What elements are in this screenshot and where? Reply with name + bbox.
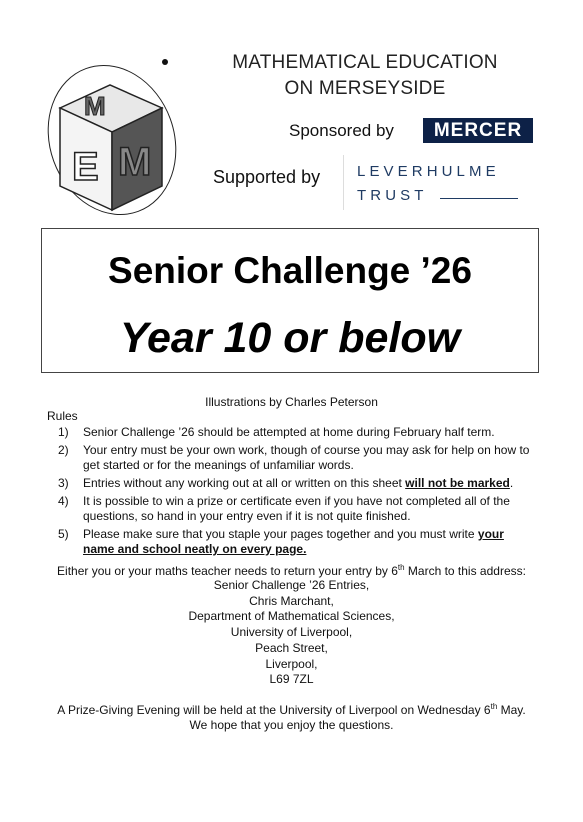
leverhulme-underline	[440, 198, 518, 199]
supported-label: Supported by	[213, 167, 321, 187]
address-line: Chris Marchant,	[249, 593, 334, 608]
rule-text: Please make sure that you staple your pages together and you must write	[83, 527, 478, 541]
address-line: Liverpool,	[265, 656, 318, 671]
rule-emphasis: your name and school neatly on every page.	[83, 527, 504, 556]
logo-divider	[343, 155, 344, 210]
address-line: Department of Mathematical Sciences,	[188, 609, 395, 624]
rule-item	[58, 425, 530, 440]
rule-item	[58, 527, 530, 557]
rule-number: 3)	[58, 476, 69, 490]
address-line: University of Liverpool,	[230, 625, 353, 640]
page-subtitle: Year 10 or below	[119, 314, 461, 362]
address-line: Senior Challenge ’26 Entries,	[213, 578, 370, 592]
sponsored-label: Sponsored by	[289, 121, 394, 140]
rules-list	[58, 425, 530, 560]
return-instructions	[0, 563, 583, 578]
return-text: Either you or your maths teacher needs to return your entry by 6	[57, 564, 398, 578]
rule-number: 4)	[58, 494, 69, 508]
rule-item	[58, 476, 530, 491]
closing-message: We hope that you enjoy the questions.	[189, 718, 394, 732]
ordinal-suffix: th	[490, 702, 498, 711]
rule-number: 5)	[58, 527, 69, 541]
logo-letter-left: E	[72, 145, 99, 189]
rule-number: 2)	[58, 443, 69, 457]
rule-text: It is possible to win a prize or certificate even if you have not completed all of the questions, so hand in your entry even if it is not quite finished.	[83, 494, 510, 523]
logo-letter-right: M	[118, 140, 152, 184]
org-name-line2: ON MERSEYSIDE	[284, 78, 446, 99]
rule-emphasis: will not be marked	[405, 476, 510, 490]
prize-text: A Prize-Giving Evening will be held at the University of Liverpool on Wednesday 6	[57, 703, 491, 717]
rule-text: Entries without any working out at all or written on this sheet	[83, 476, 406, 490]
address-line: Peach Street,	[255, 640, 328, 655]
rule-item	[58, 494, 530, 524]
ordinal-suffix: th	[397, 563, 405, 572]
leverhulme-logo-line2: TRUST	[357, 187, 428, 204]
rules-heading: Rules	[47, 409, 78, 423]
address-line: L69 7ZL	[269, 672, 314, 687]
prize-text-end: May.	[497, 703, 526, 717]
rule-number: 1)	[58, 425, 69, 439]
rule-text: Your entry must be your own work, though of course you may ask for help on how to get started or for the meanings of unfamiliar words.	[83, 443, 530, 472]
page-title: Senior Challenge ’26	[108, 250, 472, 291]
prize-giving-notice	[0, 702, 583, 717]
rule-item	[58, 443, 530, 473]
logo-letter-top: M	[84, 91, 106, 121]
leverhulme-logo-line1: LEVERHULME	[357, 163, 500, 180]
illustrations-credit: Illustrations by Charles Peterson	[205, 395, 378, 409]
mercer-logo: MERCER	[423, 118, 533, 143]
mem-logo	[40, 50, 190, 220]
rule-text: Senior Challenge ’26 should be attempted at home during February half term.	[83, 425, 495, 439]
org-name-line1: MATHEMATICAL EDUCATION	[232, 52, 498, 73]
return-text-end: March to this address:	[404, 564, 526, 578]
postal-address	[0, 578, 583, 688]
rule-text-end: .	[509, 476, 514, 490]
